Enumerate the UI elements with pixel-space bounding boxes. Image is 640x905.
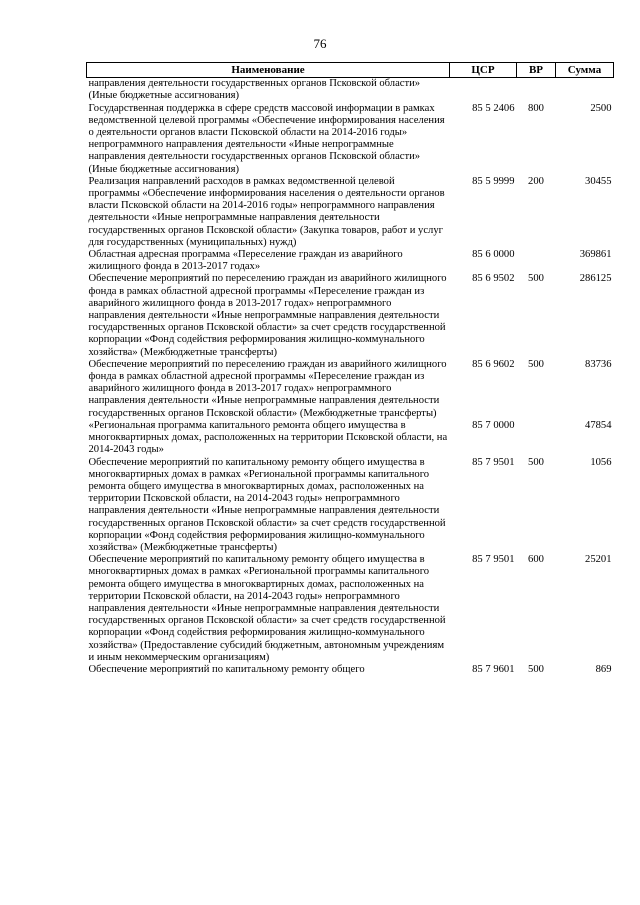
- table-row: [87, 664, 614, 676]
- row-vr: 600: [528, 554, 544, 566]
- row-csr: 85 6 0000: [472, 249, 515, 261]
- row-name: Обеспечение мероприятий по капитальному ремонту общего: [88, 663, 365, 675]
- table-row: [87, 103, 614, 176]
- row-vr: 200: [528, 175, 544, 187]
- table-row: [87, 457, 614, 555]
- row-sum: 286125: [579, 273, 612, 285]
- table-row: [87, 78, 614, 103]
- table-row: [87, 176, 614, 249]
- column-header-name: Наименование: [87, 63, 450, 78]
- row-csr: 85 5 9999: [472, 175, 515, 187]
- row-name: Обеспечение мероприятий по капитальному ремонту общего имущества в многоквартирных домах в рамках «Региональной программы капитального ремонта общего имущества в многоквартирных домах, расположенных на территории Псковской области, на 2014-2043 годы» непрограммного направления деятельности «Иные непрограммные направления деятельности государственных органов Псковской области» за счет средств государственной корпорации «Фонд содействия реформирования жилищно-коммунального хозяйства» (Межбюджетные трансферты): [88, 456, 446, 553]
- row-vr: [517, 249, 556, 273]
- row-sum: 47854: [585, 419, 612, 431]
- budget-table: [86, 62, 614, 676]
- row-vr: 500: [528, 663, 544, 675]
- row-name: Реализация направлений расходов в рамках ведомственной целевой программы «Обеспечение информирования населения о деятельности органов власти Псковской области на 2014-2016 годы» непрограммного направления деятельности «Иные непрограммные направления деятельности государственных органов Псковской области» (Закупка товаров, работ и услуг для государственных (муниципальных) нужд): [88, 175, 445, 248]
- table-body: [87, 78, 614, 676]
- row-vr: [517, 78, 556, 103]
- row-csr: 85 7 9501: [472, 456, 515, 468]
- table-row: [87, 554, 614, 664]
- row-vr: 500: [528, 273, 544, 285]
- row-csr: 85 7 0000: [472, 419, 515, 431]
- row-sum: [556, 78, 614, 103]
- row-sum: 869: [595, 663, 612, 675]
- row-sum: 1056: [590, 456, 612, 468]
- table-row: [87, 359, 614, 420]
- row-name: «Региональная программа капитального ремонта общего имущества в многоквартирных домах, расположенных на территории Псковской области, на 2014-2043 годы»: [88, 419, 448, 456]
- page-number: 76: [313, 36, 327, 51]
- header-row: [87, 63, 614, 78]
- column-header-vr: ВР: [517, 63, 556, 78]
- row-sum: 2500: [590, 102, 612, 114]
- table-row: [87, 273, 614, 358]
- row-name: Обеспечение мероприятий по переселению граждан из аварийного жилищного фонда в рамках областной адресной программы «Переселение граждан из аварийного жилищного фонда в 2013-2017 годах» непрограммного направления деятельности «Иные непрограммные направления деятельности государственных органов Псковской области» за счет средств государственной корпорации «Фонд содействия реформирования жилищно-коммунального хозяйства» (Межбюджетные трансферты): [88, 273, 447, 358]
- row-vr: 500: [528, 456, 544, 468]
- column-header-csr: ЦСР: [450, 63, 517, 78]
- row-name: направления деятельности государственных органов Псковской области» (Иные бюджетные ассигнования): [88, 78, 421, 102]
- row-sum: 25201: [585, 554, 612, 566]
- row-csr: 85 6 9602: [472, 358, 515, 370]
- row-vr: [517, 420, 556, 457]
- row-csr: [450, 78, 517, 103]
- row-csr: 85 7 9501: [472, 554, 515, 566]
- row-name: Обеспечение мероприятий по капитальному ремонту общего имущества в многоквартирных домах в рамках «Региональной программы капитального ремонта общего имущества в многоквартирных домах, расположенных на территории Псковской области, на 2014-2043 годы» непрограммного направления деятельности «Иные непрограммные направления деятельности государственных органов Псковской области» за счет средств государственной корпорации «Фонд содействия реформирования жилищно-коммунального хозяйства» (Предоставление субсидий бюджетным, автономным учреждениям и иным некоммерческим организациям): [88, 554, 446, 663]
- row-name: Областная адресная программа «Переселение граждан из аварийного жилищного фонда в 2013-2017 годах»: [88, 249, 403, 273]
- table-row: [87, 249, 614, 273]
- table-header: [87, 63, 614, 78]
- row-name: Обеспечение мероприятий по переселению граждан из аварийного жилищного фонда в рамках областной адресной программы «Переселение граждан из аварийного жилищного фонда в 2013-2017 годах» непрограммного направления деятельности «Иные непрограммные направления деятельности государственных органов Псковской области» (Межбюджетные трансферты): [88, 358, 447, 419]
- row-sum: 83736: [585, 358, 612, 370]
- row-vr: 800: [528, 102, 544, 114]
- row-csr: 85 5 2406: [472, 102, 515, 114]
- table-row: [87, 420, 614, 457]
- column-header-sum: Сумма: [556, 63, 614, 78]
- row-csr: 85 6 9502: [472, 273, 515, 285]
- row-vr: 500: [528, 358, 544, 370]
- row-name: Государственная поддержка в сфере средств массовой информации в рамках ведомственной целевой программы «Обеспечение информирования населения о деятельности органов власти Псковской области на 2014-2016 годы» непрограммного направления деятельности «Иные непрограммные направления деятельности государственных органов Псковской области» (Иные бюджетные ассигнования): [88, 102, 445, 175]
- row-csr: 85 7 9601: [472, 663, 515, 675]
- row-sum: 30455: [585, 175, 612, 187]
- row-sum: 369861: [579, 249, 612, 261]
